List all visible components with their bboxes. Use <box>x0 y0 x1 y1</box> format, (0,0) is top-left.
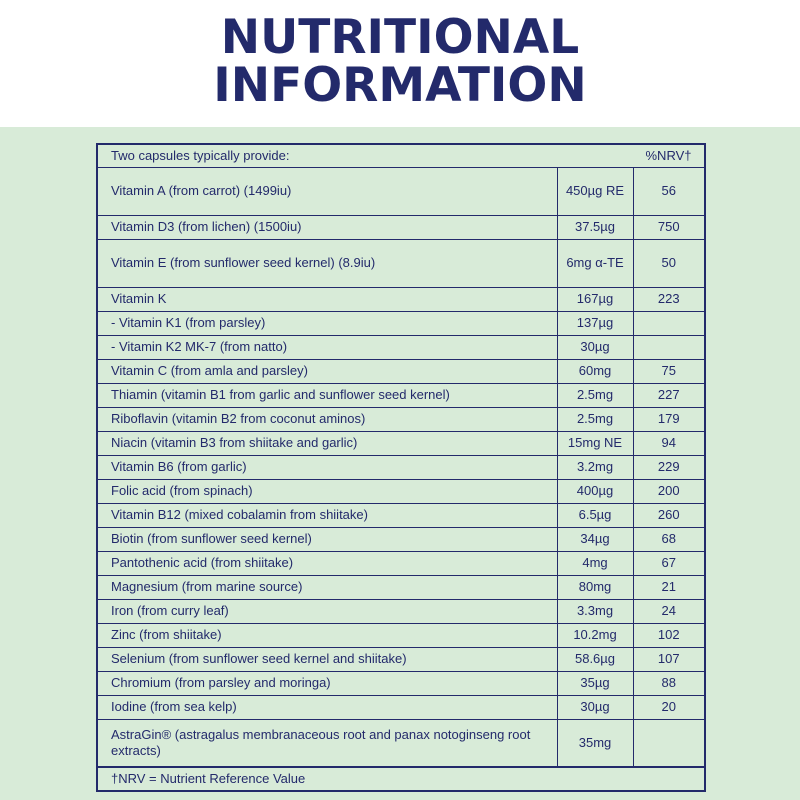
table-row <box>97 575 705 599</box>
table-row <box>97 527 705 551</box>
table-row <box>97 503 705 527</box>
footnote: †NRV = Nutrient Reference Value <box>97 767 705 791</box>
nutrient-nrv: 24 <box>633 599 705 623</box>
nutrient-amount: 30µg <box>557 335 633 359</box>
nutrient-name: AstraGin® (astragalus membranaceous root and panax notoginseng root extracts) <box>97 719 557 767</box>
table-row <box>97 647 705 671</box>
nutrient-nrv: 102 <box>633 623 705 647</box>
nutrient-amount: 6.5µg <box>557 503 633 527</box>
table-row <box>97 167 705 215</box>
table-row <box>97 623 705 647</box>
nutrition-table <box>96 143 706 792</box>
nutrient-nrv: 67 <box>633 551 705 575</box>
table-row <box>97 407 705 431</box>
table-row <box>97 455 705 479</box>
table-row <box>97 719 705 767</box>
nutrient-amount: 80mg <box>557 575 633 599</box>
nutrient-name: Vitamin A (from carrot) (1499iu) <box>97 167 557 215</box>
nutrient-amount: 60mg <box>557 359 633 383</box>
nutrient-name: Chromium (from parsley and moringa) <box>97 671 557 695</box>
table-row <box>97 551 705 575</box>
table-row <box>97 599 705 623</box>
nutrient-amount: 400µg <box>557 479 633 503</box>
table-row <box>97 215 705 239</box>
title-line-1: NUTRITIONAL <box>220 10 580 65</box>
table-row <box>97 311 705 335</box>
table-row <box>97 239 705 287</box>
nutrient-name: Niacin (vitamin B3 from shiitake and garlic) <box>97 431 557 455</box>
nutrient-name: Iron (from curry leaf) <box>97 599 557 623</box>
nutrient-name: Folic acid (from spinach) <box>97 479 557 503</box>
nutrient-amount: 15mg NE <box>557 431 633 455</box>
nutrient-nrv: 107 <box>633 647 705 671</box>
table-row <box>97 671 705 695</box>
nutrient-name: Thiamin (vitamin B1 from garlic and sunflower seed kernel) <box>97 383 557 407</box>
nutrient-nrv: 68 <box>633 527 705 551</box>
nutrient-nrv: 94 <box>633 431 705 455</box>
nutrient-nrv: 75 <box>633 359 705 383</box>
nutrient-name: Vitamin B12 (mixed cobalamin from shiitake) <box>97 503 557 527</box>
table-header-row <box>97 144 705 167</box>
nutrient-amount: 137µg <box>557 311 633 335</box>
nutrient-name: Selenium (from sunflower seed kernel and shiitake) <box>97 647 557 671</box>
nutrient-name: Biotin (from sunflower seed kernel) <box>97 527 557 551</box>
nutrient-amount: 58.6µg <box>557 647 633 671</box>
nutrient-amount: 35mg <box>557 719 633 767</box>
nutrient-nrv <box>633 335 705 359</box>
nutrient-amount: 37.5µg <box>557 215 633 239</box>
nutrient-name: - Vitamin K1 (from parsley) <box>97 311 557 335</box>
table-row <box>97 287 705 311</box>
nutrient-amount: 35µg <box>557 671 633 695</box>
table-footnote-row <box>97 767 705 791</box>
nutrient-amount: 3.3mg <box>557 599 633 623</box>
table-row <box>97 359 705 383</box>
nutrient-nrv: 229 <box>633 455 705 479</box>
nutrient-amount: 6mg α-TE <box>557 239 633 287</box>
nutrient-nrv: 223 <box>633 287 705 311</box>
nutrient-name: Zinc (from shiitake) <box>97 623 557 647</box>
nutrient-name: Pantothenic acid (from shiitake) <box>97 551 557 575</box>
nutrient-nrv: 50 <box>633 239 705 287</box>
nutrient-name: Vitamin E (from sunflower seed kernel) (8.9iu) <box>97 239 557 287</box>
nutrient-name: Vitamin B6 (from garlic) <box>97 455 557 479</box>
nutrient-nrv <box>633 719 705 767</box>
nutrient-name: Magnesium (from marine source) <box>97 575 557 599</box>
table-row <box>97 479 705 503</box>
nutrient-amount: 4mg <box>557 551 633 575</box>
nutrient-amount: 30µg <box>557 695 633 719</box>
nutrient-nrv: 260 <box>633 503 705 527</box>
nutrient-amount: 3.2mg <box>557 455 633 479</box>
title-line-2: INFORMATION <box>213 58 587 113</box>
nutrient-name: Vitamin K <box>97 287 557 311</box>
table-row <box>97 383 705 407</box>
nutrient-nrv <box>633 311 705 335</box>
header-label: Two capsules typically provide: <box>97 144 633 167</box>
nutrient-name: - Vitamin K2 MK-7 (from natto) <box>97 335 557 359</box>
nutrient-nrv: 88 <box>633 671 705 695</box>
nutrient-name: Vitamin D3 (from lichen) (1500iu) <box>97 215 557 239</box>
table-row <box>97 431 705 455</box>
table-row <box>97 695 705 719</box>
nutrient-amount: 2.5mg <box>557 383 633 407</box>
nutrient-nrv: 56 <box>633 167 705 215</box>
nutrient-nrv: 200 <box>633 479 705 503</box>
header-nrv: %NRV† <box>633 144 705 167</box>
nutrient-name: Iodine (from sea kelp) <box>97 695 557 719</box>
nutrient-name: Vitamin C (from amla and parsley) <box>97 359 557 383</box>
table-row <box>97 335 705 359</box>
nutrient-amount: 2.5mg <box>557 407 633 431</box>
nutrient-nrv: 227 <box>633 383 705 407</box>
nutrient-nrv: 20 <box>633 695 705 719</box>
nutrient-amount: 450µg RE <box>557 167 633 215</box>
nutrient-nrv: 179 <box>633 407 705 431</box>
page-title <box>0 10 800 113</box>
nutrient-nrv: 750 <box>633 215 705 239</box>
nutrient-amount: 10.2mg <box>557 623 633 647</box>
nutrient-amount: 34µg <box>557 527 633 551</box>
nutrient-nrv: 21 <box>633 575 705 599</box>
nutrient-name: Riboflavin (vitamin B2 from coconut aminos) <box>97 407 557 431</box>
nutrient-amount: 167µg <box>557 287 633 311</box>
